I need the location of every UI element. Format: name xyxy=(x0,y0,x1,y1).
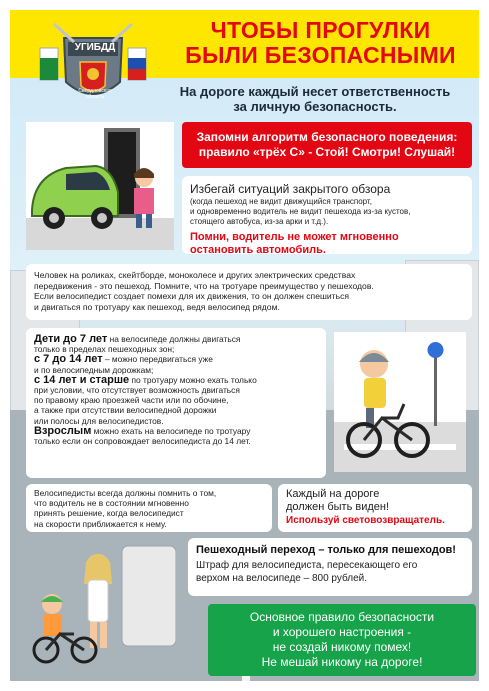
equipment-line: передвижения - это пешеход. Помните, что на тротуаре преимущество у пешеходов. xyxy=(34,280,374,291)
age-rule-text: только если он сопровождает велосипедиста до 14 лет. xyxy=(34,436,251,447)
page-subtitle xyxy=(160,84,470,114)
closed-view-card xyxy=(182,176,472,254)
age-rules-card xyxy=(26,328,326,478)
be-visible-card xyxy=(278,484,472,532)
crossing-fine-line: верхом на велосипеде – 800 рублей. xyxy=(196,573,368,584)
subtitle-line: На дороге каждый несет ответственность xyxy=(179,84,451,99)
cyclist-warning-line: принять решение, когда велосипедист xyxy=(34,508,184,519)
car-illustration xyxy=(26,122,174,250)
age-rule-text: можно ехать на велосипеде по тротуару xyxy=(93,425,251,436)
cyclist-warning-text xyxy=(34,488,264,529)
age-rules-text xyxy=(34,334,318,446)
cyclist-warning-line: что водитель не в состоянии мгновенно xyxy=(34,498,189,509)
age-rule-text: по тротуару можно ехать только xyxy=(131,374,257,385)
cyclist-warning-line: Велосипедисты всегда должны помнить о том, xyxy=(34,488,217,498)
be-visible-line: Каждый на дороге xyxy=(286,488,380,500)
main-rule-line: и хорошего настроения - xyxy=(272,625,412,639)
main-rule-line: не создай никому помех! xyxy=(272,640,412,654)
crossing-heading: Пешеходный переход – только для пешеходов! xyxy=(196,544,456,556)
age-rule-text: – можно передвигаться уже xyxy=(104,354,213,365)
reflector-advice: Используй световозвращатель. xyxy=(286,515,445,526)
driver-warning xyxy=(190,231,464,257)
driver-warning-line: Помни, водитель не может мгновенно xyxy=(190,231,399,243)
age-rule-label: Дети до 7 лет xyxy=(34,333,108,345)
three-s-rule-box xyxy=(182,122,472,168)
age-rule-text: а также при отсутствии велосипедной дорожки xyxy=(34,405,217,416)
cyclist-warning-card xyxy=(26,484,272,532)
age-rule-text: или полосы для велосипедистов. xyxy=(34,415,164,426)
cyclist-warning-line: на скорости приближается к нему. xyxy=(34,518,167,529)
bicycle-icon xyxy=(428,342,444,358)
age-rule-label: с 7 до 14 лет xyxy=(34,353,103,366)
closed-view-line: стоящего автобуса, из-за арки и т.д.). xyxy=(190,217,329,226)
emblem-region-line: Свердловская xyxy=(78,88,112,94)
main-safety-rule-box xyxy=(208,604,476,676)
be-visible-text xyxy=(286,488,464,527)
age-rule-text: только в пределах пешеходных зон; xyxy=(34,344,175,355)
equipment-line: Человек на роликах, скейтборде, моноколесе и других электрических средствах xyxy=(34,270,356,280)
child-cyclist-card xyxy=(334,332,466,472)
age-rule-7-14 xyxy=(34,354,318,364)
rule-line: Запомни алгоритм безопасного поведения: xyxy=(196,130,458,144)
poster xyxy=(10,10,479,681)
rule-line: правило «трёх С» - Стой! Смотри! Слушай! xyxy=(198,145,456,159)
age-rule-text: при условии, что отсутствует возможность двигаться xyxy=(34,385,240,396)
pedestrian-equipment-card xyxy=(26,264,472,320)
age-rule-adults xyxy=(34,426,318,436)
emblem-abbr: УГИБДД xyxy=(74,42,116,53)
age-rule-label: Взрослым xyxy=(34,424,92,437)
child-cyclist-illustration xyxy=(334,332,466,472)
title-line: БЫЛИ БЕЗОПАСНЫМИ xyxy=(185,42,456,68)
age-rule-text: на велосипеде должны двигаться xyxy=(109,334,241,344)
crossing-fine-text xyxy=(196,559,464,585)
age-rule-label: с 14 лет и старше xyxy=(34,373,130,386)
driver-warning-line: остановить автомобиль. xyxy=(190,244,326,256)
age-rule-text: по правому краю проезжей части или по обочине, xyxy=(34,395,229,406)
equipment-line: и двигаться по тротуару как пешеход, ведя велосипед рядом. xyxy=(34,301,280,312)
main-rule-line: Не мешай никому на дороге! xyxy=(261,655,423,669)
pedestrian-equipment-text xyxy=(34,270,464,312)
subtitle-line: за личную безопасность. xyxy=(233,99,397,114)
closed-view-line: (когда пешеход не видит движущийся транспорт, xyxy=(190,197,372,206)
age-rule-text: и по велосипедным дорожкам; xyxy=(34,364,154,375)
page-title xyxy=(168,18,473,68)
crossing-fine-line: Штраф для велосипедиста, пересекающего его xyxy=(196,560,418,571)
emblem-region-line: область xyxy=(85,94,105,100)
equipment-line: Если велосипедист создает помехи для их движения, то он должен спешиться xyxy=(34,291,350,302)
closed-view-heading: Избегай ситуаций закрытого обзора xyxy=(190,182,391,196)
age-rule-under-7 xyxy=(34,334,318,344)
title-line: ЧТОБЫ ПРОГУЛКИ xyxy=(210,17,431,43)
closed-view-line: и одновременно водитель не видит пешехода из-за кустов, xyxy=(190,207,411,216)
be-visible-line: должен быть виден! xyxy=(286,501,390,513)
main-rule-line: Основное правило безопасности xyxy=(249,610,435,624)
car-illustration-card xyxy=(26,122,174,250)
age-rule-over-14 xyxy=(34,375,318,385)
emblem-region xyxy=(66,88,124,100)
closed-view-body xyxy=(190,197,464,227)
mother-child-illustration xyxy=(26,540,176,672)
crossing-fine-card xyxy=(188,538,472,596)
